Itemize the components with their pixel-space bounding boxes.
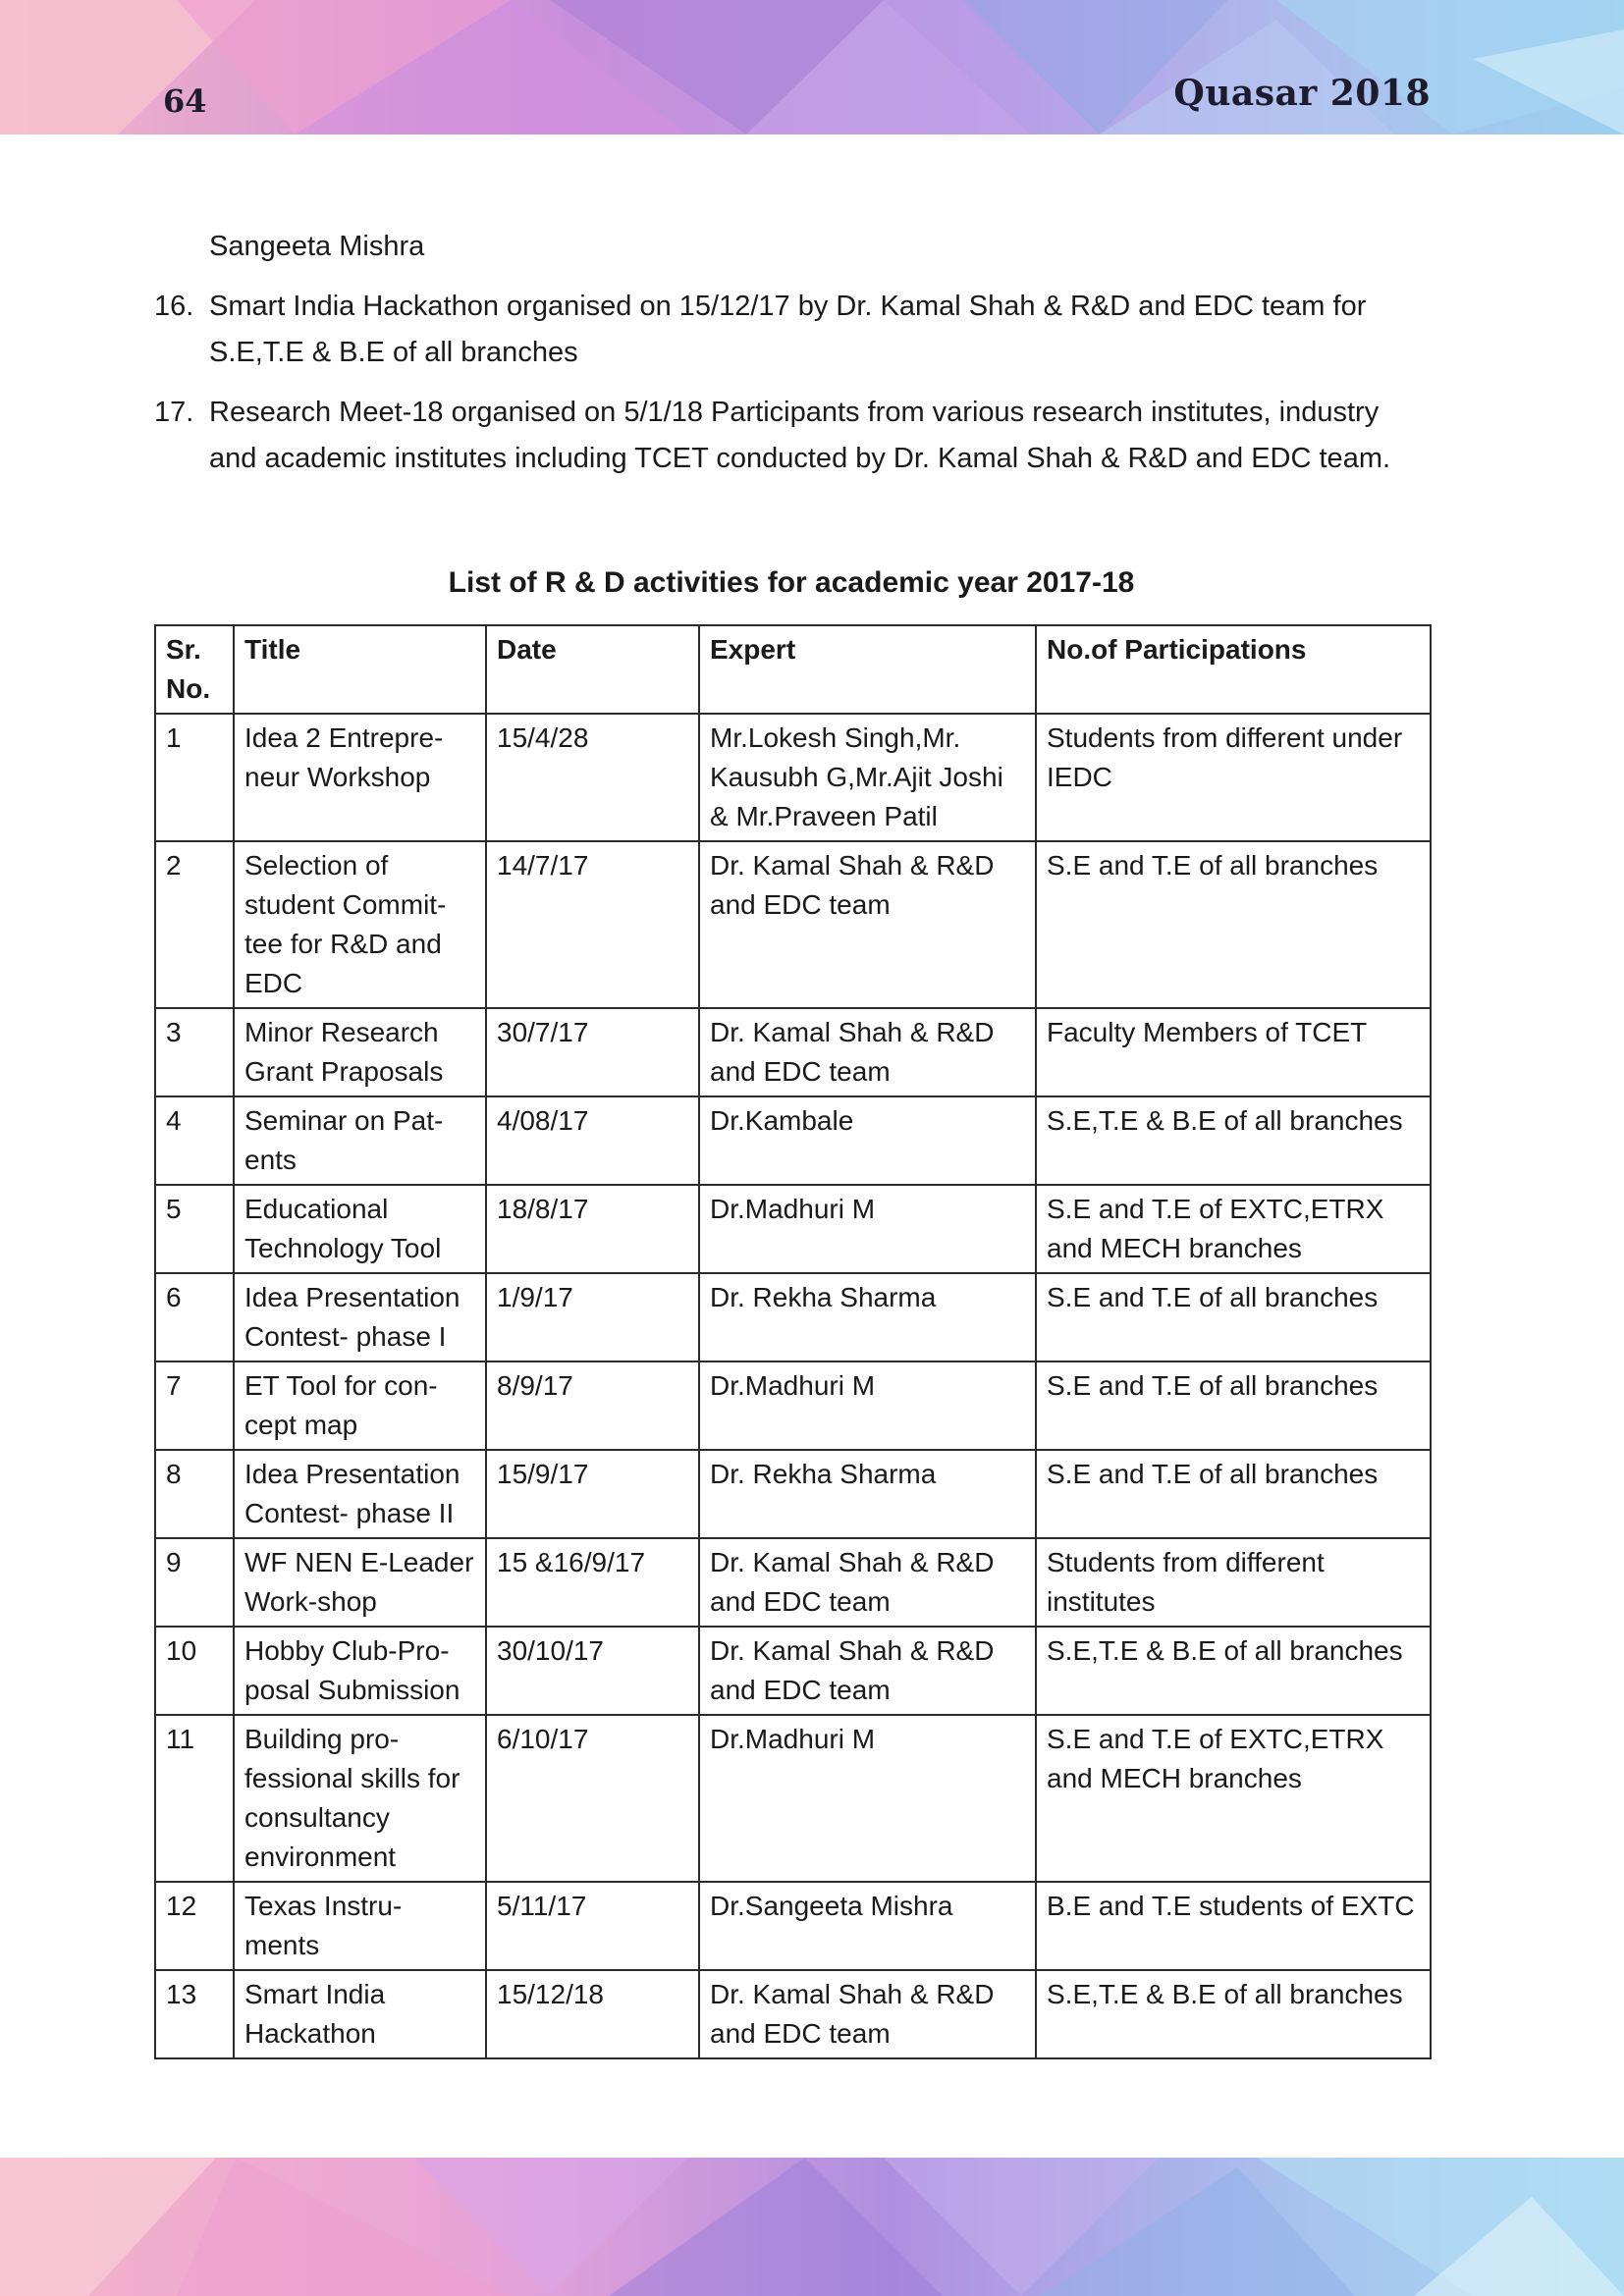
footer-pattern (0, 2158, 1624, 2296)
cell-date: 15/9/17 (486, 1450, 699, 1538)
cell-sr-no: 5 (155, 1185, 234, 1273)
list-item-text: Smart India Hackathon organised on 15/12/17 by Dr. Kamal Shah & R&D and EDC team for S.E,T.E & B.E of all branches (209, 291, 1367, 368)
cell-participations: S.E and T.E of all branches (1036, 1362, 1431, 1450)
table-row (155, 1970, 1431, 2058)
column-header-sr-no: Sr. No. (155, 625, 234, 714)
cell-participations: S.E,T.E & B.E of all branches (1036, 1970, 1431, 2058)
table-row (155, 841, 1431, 1008)
cell-participations: S.E,T.E & B.E of all branches (1036, 1627, 1431, 1715)
cell-date: 18/8/17 (486, 1185, 699, 1273)
body-text (154, 224, 1431, 496)
cell-expert: Dr. Kamal Shah & R&D and EDC team (699, 841, 1036, 1008)
cell-expert: Dr.Sangeeta Mishra (699, 1882, 1036, 1970)
cell-date: 4/08/17 (486, 1096, 699, 1185)
cell-date: 6/10/17 (486, 1715, 699, 1882)
cell-expert: Dr. Rekha Sharma (699, 1273, 1036, 1362)
cell-participations: S.E,T.E & B.E of all branches (1036, 1096, 1431, 1185)
table-row (155, 1362, 1431, 1450)
cell-title: Educational Technology Tool (234, 1185, 486, 1273)
table-row (155, 714, 1431, 841)
column-header-participations: No.of Participations (1036, 625, 1431, 714)
list-item-text: Research Meet-18 organised on 5/1/18 Participants from various research institutes, industry and academic institutes including TCET conducted by Dr. Kamal Shah & R&D and EDC team. (209, 397, 1391, 474)
cell-title: Minor Research Grant Praposals (234, 1008, 486, 1096)
cell-title: Idea Presentation Contest- phase II (234, 1450, 486, 1538)
header-banner (0, 0, 1624, 134)
cell-title: ET Tool for con-cept map (234, 1362, 486, 1450)
cell-date: 8/9/17 (486, 1362, 699, 1450)
cell-title: Smart India Hackathon (234, 1970, 486, 2058)
cell-title: Texas Instru-ments (234, 1882, 486, 1970)
cell-title: Building pro-fessional skills for consultancy environment (234, 1715, 486, 1882)
cell-title: Hobby Club-Pro-posal Submission (234, 1627, 486, 1715)
cell-title: Idea 2 Entrepre-neur Workshop (234, 714, 486, 841)
cell-participations: S.E and T.E of EXTC,ETRX and MECH branches (1036, 1185, 1431, 1273)
column-header-title: Title (234, 625, 486, 714)
column-header-expert: Expert (699, 625, 1036, 714)
list-item (154, 284, 1431, 376)
cell-sr-no: 10 (155, 1627, 234, 1715)
cell-title: Idea Presentation Contest- phase I (234, 1273, 486, 1362)
cell-participations: S.E and T.E of all branches (1036, 841, 1431, 1008)
cell-sr-no: 13 (155, 1970, 234, 2058)
table-row (155, 1538, 1431, 1627)
cell-title: Seminar on Pat-ents (234, 1096, 486, 1185)
list-item-number: 16. (154, 291, 194, 322)
cell-participations: Students from different under IEDC (1036, 714, 1431, 841)
cell-date: 5/11/17 (486, 1882, 699, 1970)
table-row (155, 1273, 1431, 1362)
table-caption: List of R & D activities for academic year 2017-18 (448, 566, 1135, 599)
column-header-date: Date (486, 625, 699, 714)
table-row (155, 1096, 1431, 1185)
header-pattern (0, 0, 1624, 134)
rd-activities-table (154, 624, 1432, 2059)
cell-sr-no: 6 (155, 1273, 234, 1362)
cell-date: 14/7/17 (486, 841, 699, 1008)
cell-participations: Faculty Members of TCET (1036, 1008, 1431, 1096)
cell-participations: Students from different institutes (1036, 1538, 1431, 1627)
cell-expert: Mr.Lokesh Singh,Mr. Kausubh G,Mr.Ajit Joshi & Mr.Praveen Patil (699, 714, 1036, 841)
cell-sr-no: 8 (155, 1450, 234, 1538)
list-item-number: 17. (154, 397, 194, 428)
cell-expert: Dr. Kamal Shah & R&D and EDC team (699, 1008, 1036, 1096)
cell-date: 15/12/18 (486, 1970, 699, 2058)
cell-expert: Dr.Madhuri M (699, 1715, 1036, 1882)
cell-sr-no: 4 (155, 1096, 234, 1185)
cell-sr-no: 11 (155, 1715, 234, 1882)
list-item (154, 390, 1431, 482)
cell-expert: Dr. Kamal Shah & R&D and EDC team (699, 1627, 1036, 1715)
cell-date: 15 &16/9/17 (486, 1538, 699, 1627)
table-row (155, 1185, 1431, 1273)
cell-participations: B.E and T.E students of EXTC (1036, 1882, 1431, 1970)
cell-sr-no: 2 (155, 841, 234, 1008)
cell-sr-no: 3 (155, 1008, 234, 1096)
table-row (155, 1882, 1431, 1970)
cell-sr-no: 9 (155, 1538, 234, 1627)
table-row (155, 1715, 1431, 1882)
cell-expert: Dr.Kambale (699, 1096, 1036, 1185)
cell-expert: Dr. Kamal Shah & R&D and EDC team (699, 1538, 1036, 1627)
footer-banner (0, 2158, 1624, 2296)
table-header-row (155, 625, 1431, 714)
cell-sr-no: 12 (155, 1882, 234, 1970)
cell-title: Selection of student Commit-tee for R&D and EDC (234, 841, 486, 1008)
running-head: Quasar 2018 (1173, 73, 1431, 114)
cell-sr-no: 7 (155, 1362, 234, 1450)
table-row (155, 1450, 1431, 1538)
cell-date: 30/7/17 (486, 1008, 699, 1096)
cell-date: 30/10/17 (486, 1627, 699, 1715)
page-number: 64 (163, 82, 207, 120)
cell-participations: S.E and T.E of all branches (1036, 1273, 1431, 1362)
cell-participations: S.E and T.E of all branches (1036, 1450, 1431, 1538)
table-row (155, 1008, 1431, 1096)
continuation-line: Sangeeta Mishra (209, 231, 425, 262)
cell-expert: Dr.Madhuri M (699, 1362, 1036, 1450)
cell-participations: S.E and T.E of EXTC,ETRX and MECH branches (1036, 1715, 1431, 1882)
cell-date: 1/9/17 (486, 1273, 699, 1362)
cell-date: 15/4/28 (486, 714, 699, 841)
table-row (155, 1627, 1431, 1715)
cell-sr-no: 1 (155, 714, 234, 841)
cell-title: WF NEN E-Leader Work-shop (234, 1538, 486, 1627)
cell-expert: Dr. Kamal Shah & R&D and EDC team (699, 1970, 1036, 2058)
cell-expert: Dr. Rekha Sharma (699, 1450, 1036, 1538)
cell-expert: Dr.Madhuri M (699, 1185, 1036, 1273)
